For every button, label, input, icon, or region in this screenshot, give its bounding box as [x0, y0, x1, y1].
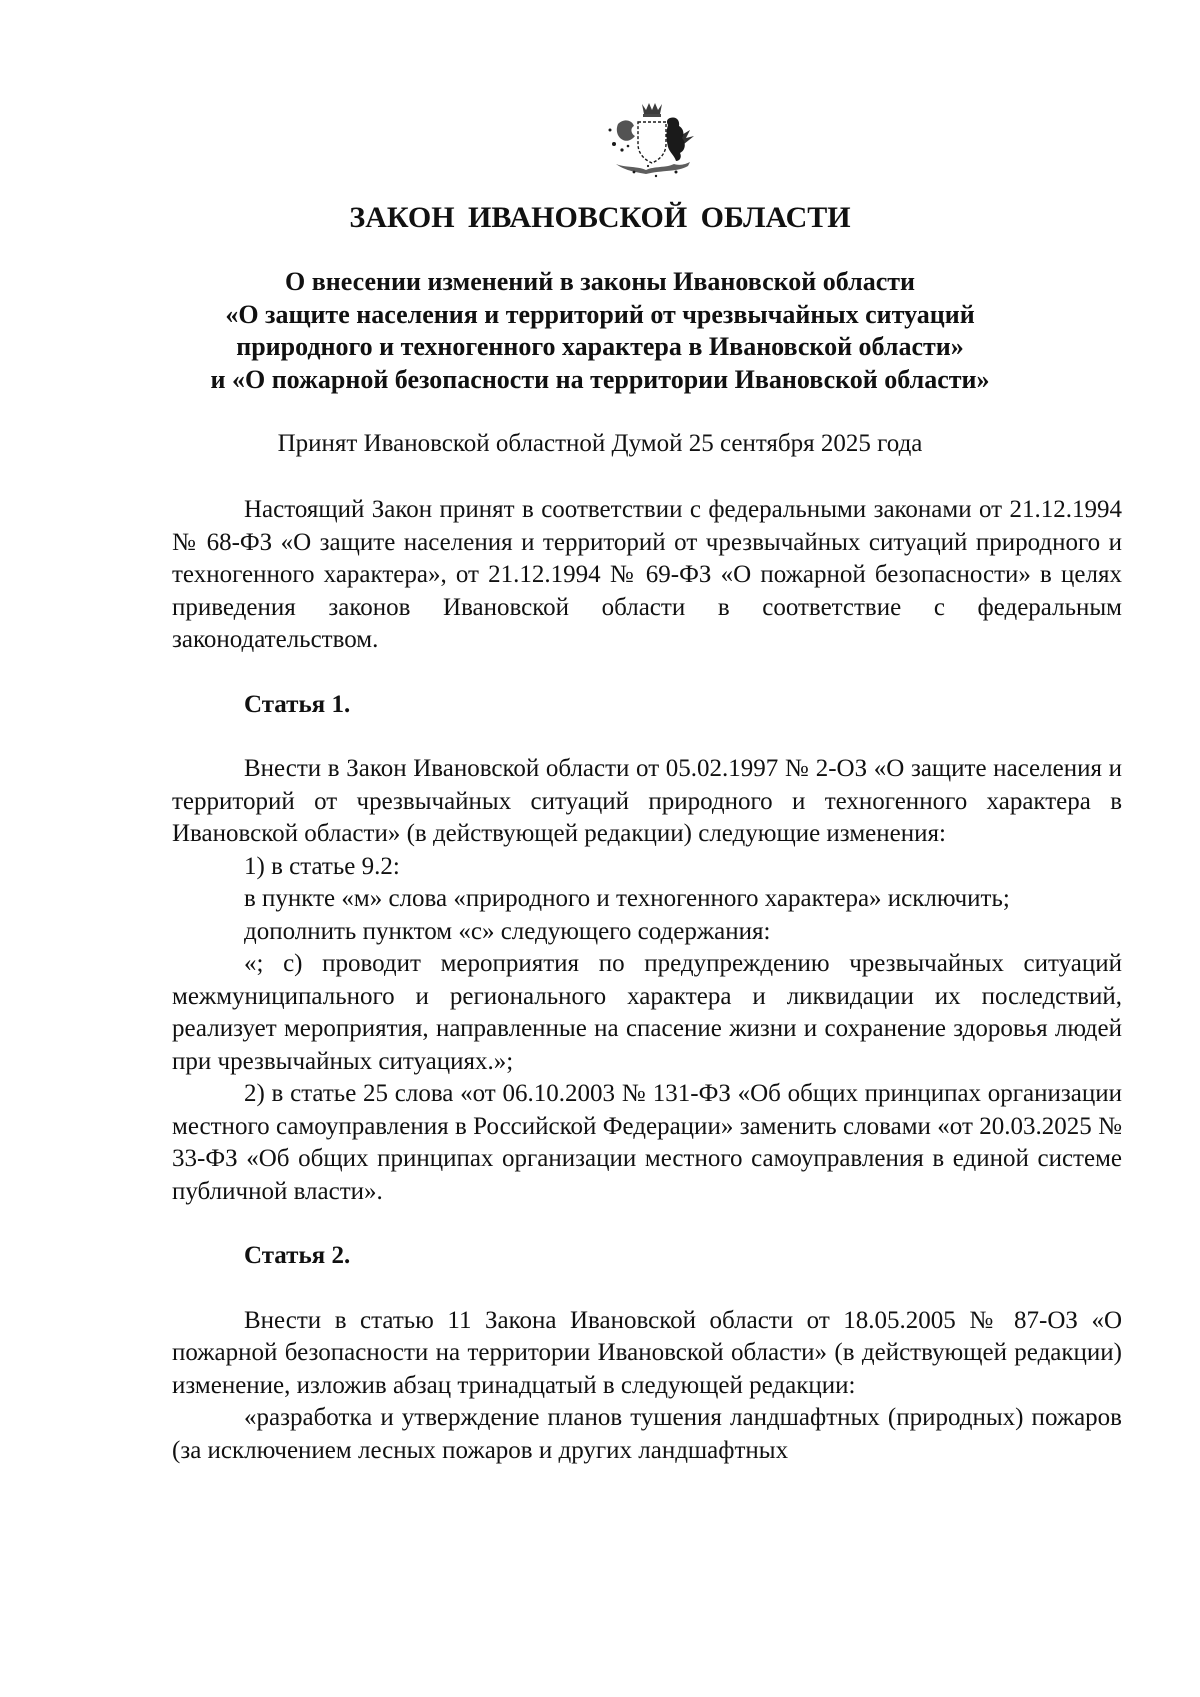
- article-1-paragraph: «; с) проводит мероприятия по предупреждению чрезвычайных ситуаций межмуниципального и регионального характера и ликвидации их последствий, реализует мероприятия, направленные на спасение жизни и сохранение здоровья людей при чрезвычайных ситуациях.»;: [172, 950, 1122, 1075]
- spacer: [172, 721, 1122, 753]
- article-2-paragraph: «разработка и утверждение планов тушения ландшафтных (природных) пожаров (за исключением лесных пожаров и других ландшафтных: [172, 1404, 1122, 1464]
- law-title: [0, 266, 1200, 396]
- adoption-line: Принят Ивановской областной Думой 25 сентября 2025 года: [277, 430, 923, 457]
- law-title-line: природного и техногенного характера в Ивановской области»: [236, 332, 964, 361]
- article-2-heading: Статья 2.: [244, 1242, 351, 1269]
- law-title-line: и «О пожарной безопасности на территории Ивановской области»: [210, 364, 990, 394]
- article-1-paragraph: дополнить пунктом «с» следующего содержания:: [244, 917, 771, 945]
- law-body: [172, 494, 1122, 1467]
- article-1-paragraph: Внести в Закон Ивановской области от 05.02.1997 № 2-ОЗ «О защите населения и территорий от чрезвычайных ситуаций природного и техногенного характера в Ивановской области» (в действующей редакции) следующие изменения:: [172, 755, 1122, 847]
- law-type-heading: ЗАКОН ИВАНОВСКОЙ ОБЛАСТИ: [349, 201, 851, 234]
- article-2-paragraph: Внести в статью 11 Закона Ивановской области от 18.05.2005 № 87-ОЗ «О пожарной безопасности на территории Ивановской области» (в действующей редакции) изменение, изложив абзац тринадцатый в следующей редакции:: [172, 1306, 1122, 1399]
- spacer: [172, 1208, 1122, 1240]
- law-title-line: «О защите населения и территорий от чрезвычайных ситуаций: [225, 299, 975, 329]
- preamble-paragraph: Настоящий Закон принят в соответствии с федеральными законами от 21.12.1994 № 68-ФЗ «О защите населения и территорий от чрезвычайных ситуаций природного и техногенного характера», от 21.12.1994 № 69-ФЗ «О пожарной безопасности» в целях приведения законов Ивановской области в соответствие с федеральным законодательством.: [172, 496, 1122, 653]
- article-1-heading: Статья 1.: [244, 690, 351, 718]
- coat-of-arms-icon: [604, 100, 700, 182]
- article-1-paragraph: 1) в статье 9.2:: [244, 852, 400, 880]
- article-1-paragraph: 2) в статье 25 слова «от 06.10.2003 № 131-ФЗ «Об общих принципах организации местного самоуправления в Российской Федерации» заменить словами «от 20.03.2025 № 33-ФЗ «Об общих принципах организации местного самоуправления в единой системе публичной власти».: [172, 1080, 1122, 1205]
- law-title-line: О внесении изменений в законы Ивановской области: [285, 267, 915, 296]
- spacer: [172, 657, 1122, 689]
- article-1-paragraph: в пункте «м» слова «природного и техногенного характера» исключить;: [244, 885, 1010, 912]
- spacer: [172, 1273, 1122, 1305]
